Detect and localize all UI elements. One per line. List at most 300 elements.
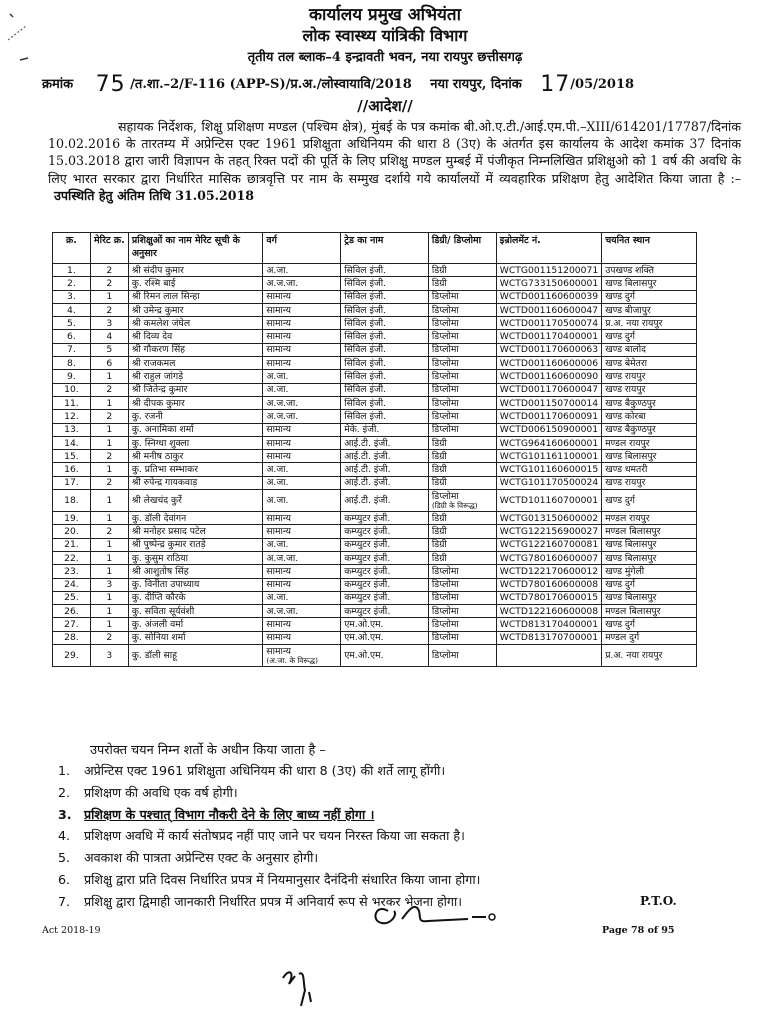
cell-category [263, 591, 341, 604]
table-row [53, 565, 697, 578]
cell-name-text: श्री गौकरण सिंह [131, 344, 186, 356]
cell-merit [90, 645, 128, 667]
cell-merit [90, 578, 128, 591]
cell-enrollment-text: WCTD001160600047 [499, 304, 599, 316]
cell-merit-text: 2 [106, 264, 113, 276]
cell-enrollment [496, 512, 601, 525]
cell-name-text: कु. विनीता उपाध्याय [131, 579, 200, 591]
cell-enrollment [496, 370, 601, 383]
cell-category [263, 330, 341, 343]
cell-serial-text: 20. [64, 525, 79, 537]
cell-category-text: सामान्य [266, 344, 291, 356]
cell-trade-text: आई.टी. इंजी. [344, 437, 391, 449]
cell-location [602, 396, 697, 409]
table-row [53, 490, 697, 512]
cell-trade [341, 463, 429, 476]
cell-merit-text: 1 [106, 371, 113, 383]
cell-name [128, 525, 263, 538]
cell-enrollment-text: WCTG101160600015 [499, 464, 599, 476]
cell-enrollment [496, 551, 601, 564]
cell-serial-text: 24. [64, 579, 79, 591]
cell-trade [341, 396, 429, 409]
cell-serial [53, 277, 91, 290]
cell-location-text: मण्डल रायपुर [605, 437, 650, 449]
cell-merit [90, 463, 128, 476]
table-row [53, 591, 697, 604]
cell-enrollment [496, 578, 601, 591]
cell-name-text: श्री मनोहर प्रसाद पटेल [131, 525, 206, 537]
condition-item [58, 760, 698, 782]
table-row [53, 303, 697, 316]
order-title: //आदेश// [357, 97, 413, 115]
cell-location-text: खण्ड दुर्ग [605, 579, 635, 591]
cell-qualification [428, 410, 496, 423]
cell-location [602, 490, 697, 512]
cell-serial [53, 343, 91, 356]
cell-qualification [428, 645, 496, 667]
cell-merit [90, 383, 128, 396]
trainee-table [52, 232, 697, 667]
cell-serial [53, 631, 91, 644]
cell-merit [90, 450, 128, 463]
cell-enrollment [496, 423, 601, 436]
cell-enrollment [496, 303, 601, 316]
cell-qualification [428, 264, 496, 277]
cell-enrollment-text: WCTD006150900001 [499, 424, 599, 436]
cell-trade-text: एम.ओ.एम. [344, 632, 384, 644]
cell-enrollment-text: WCTD780170600015 [499, 592, 599, 604]
footer-page-number: Page 78 of 95 [602, 925, 675, 936]
table-row [53, 370, 697, 383]
cell-enrollment-text: WCTD101160700001 [499, 495, 599, 507]
cell-category [263, 264, 341, 277]
cell-category-text: अ.ज.जा. [266, 410, 299, 422]
cell-name-text: कु. डॉली देवांगन [131, 512, 187, 524]
cell-name-text: कु. प्रतिभा सम्भाकर [131, 464, 198, 476]
cell-serial [53, 538, 91, 551]
cell-qualification-text: डिप्लोमा [431, 632, 459, 644]
cell-serial [53, 330, 91, 343]
cell-location-text: उपखण्ड शक्ति [605, 264, 654, 276]
cell-trade-text: सिविल इंजी. [344, 331, 387, 343]
condition-item [58, 825, 698, 847]
cell-merit [90, 264, 128, 277]
cell-serial-text: 2. [67, 277, 76, 289]
cell-merit [90, 410, 128, 423]
cell-category [263, 605, 341, 618]
cell-location [602, 290, 697, 303]
cell-name [128, 463, 263, 476]
cell-trade [341, 357, 429, 370]
cell-location [602, 525, 697, 538]
cell-qualification [428, 565, 496, 578]
cell-name-text: श्री लेखचंद कुर्रे [131, 495, 182, 507]
table-row [53, 423, 697, 436]
cell-category-text: अ.जा. [266, 477, 289, 489]
cell-trade [341, 631, 429, 644]
table-row [53, 450, 697, 463]
table-header-row [53, 233, 697, 264]
cell-category [263, 436, 341, 449]
table-row [53, 357, 697, 370]
ref-month-year: /05/2018 [570, 77, 635, 92]
cell-name-text: कु. रजनी [131, 410, 163, 422]
cell-qualification [428, 290, 496, 303]
cell-qualification-text: डिप्लोमा [431, 650, 459, 662]
cell-qualification-text: डिग्री [431, 552, 447, 564]
cell-merit-text: 2 [106, 525, 113, 537]
header-serial: क्र. [53, 233, 91, 264]
header-merit: मेरिट क्र. [90, 233, 128, 264]
cell-qualification [428, 383, 496, 396]
cell-merit [90, 290, 128, 303]
cell-qualification-text: डिप्लोमा [431, 579, 459, 591]
cell-name [128, 565, 263, 578]
cell-name [128, 303, 263, 316]
cell-enrollment-text: WCTD001150700014 [499, 397, 599, 409]
cell-location [602, 357, 697, 370]
cell-enrollment-text: WCTG122156900027 [499, 525, 599, 537]
cell-location-text: खण्ड दुर्ग [605, 291, 635, 303]
cell-merit [90, 277, 128, 290]
cell-enrollment [496, 357, 601, 370]
cell-trade [341, 277, 429, 290]
cell-serial-text: 17. [64, 477, 79, 489]
condition-text: अवकाश की पात्रता अप्रेन्टिस एक्ट के अनुसार होगी। [84, 850, 319, 866]
cell-serial [53, 370, 91, 383]
table-body [53, 264, 697, 667]
cell-serial-text: 22. [64, 552, 79, 564]
cell-name [128, 383, 263, 396]
cell-qualification-text: डिग्री [431, 437, 447, 449]
cell-qualification [428, 525, 496, 538]
cell-name [128, 423, 263, 436]
cell-location-text: प्र.अ. नया रायपुर [605, 650, 663, 662]
cell-trade-text: सिविल इंजी. [344, 410, 387, 422]
condition-text: प्रशिक्षण के पश्चात् विभाग नौकरी देने के लिए बाध्य नहीं होगा । [84, 806, 375, 822]
cell-name-text: श्री पुष्पेन्द्र कुमार रातड़े [131, 539, 206, 551]
cell-category-text: सामान्य [266, 565, 291, 577]
cell-merit [90, 330, 128, 343]
cell-qualification [428, 396, 496, 409]
cell-trade-text: सिविल इंजी. [344, 317, 387, 329]
cell-category-text: सामान्य [266, 317, 291, 329]
cell-location [602, 578, 697, 591]
cell-location-text: खण्ड रायपुर [605, 384, 646, 396]
cell-category-text: सामान्य [266, 525, 291, 537]
cell-location-text: मण्डल बिलासपुर [605, 605, 661, 617]
cell-location-text: खण्ड दुर्ग [605, 495, 635, 507]
header-name: प्रशिक्षुओं का नाम मेरिट सूची के अनुसार [128, 233, 263, 264]
cell-trade [341, 538, 429, 551]
cell-merit-text: 3 [106, 317, 113, 329]
cell-location-text: खण्ड बिलासपुर [605, 592, 657, 604]
cell-enrollment-text: WCTD001170600063 [499, 344, 599, 356]
cell-trade-text: सिविल इंजी. [344, 304, 387, 316]
cell-qualification [428, 476, 496, 489]
cell-name [128, 410, 263, 423]
cell-merit-text: 1 [106, 552, 113, 564]
cell-name-text: श्री दिव्य देव [131, 331, 173, 343]
cell-name-text: कु. सोनिया शर्मा [131, 632, 186, 644]
cell-location-text: मण्डल दुर्ग [605, 632, 640, 644]
table-row [53, 290, 697, 303]
cell-serial-text: 28. [64, 632, 79, 644]
cell-location-text: प्र.अ. नया रायपुर [605, 317, 663, 329]
cell-location-text: खण्ड रायपुर [605, 371, 646, 383]
cell-serial [53, 605, 91, 618]
cell-trade-text: आई.टी. इंजी. [344, 450, 391, 462]
cell-merit-text: 2 [106, 632, 113, 644]
header-qualification: डिग्री/ डिप्लोमा [428, 233, 496, 264]
cell-name-text: श्री राजकमल [131, 357, 176, 369]
cell-qualification-text: डिप्लोमा [431, 619, 459, 631]
cell-name-text: श्री रुपेन्द्र गायकवाड़ [131, 477, 198, 489]
cell-enrollment-text: WCTG964160600001 [499, 437, 599, 449]
cell-category-text: अ.ज.जा. [266, 605, 299, 617]
condition-text: प्रशिक्षु द्वारा द्विमाही जानकारी निर्धारित प्रपत्र में अनिवार्य रूप से भरकर भेजना होगा। [84, 893, 463, 909]
cell-trade [341, 490, 429, 512]
cell-category-text: सामान्य [266, 437, 291, 449]
cell-qualification-text: डिप्लोमा [431, 357, 459, 369]
cell-serial [53, 476, 91, 489]
condition-number: 4. [58, 828, 71, 844]
cell-serial-text: 14. [64, 437, 79, 449]
cell-qualification-text: डिप्लोमा [431, 371, 459, 383]
ref-code: /त.शा.–2/F-116 (APP-S)/प्र.अ./लोस्वायावि/2018 [130, 77, 412, 92]
cell-location-text: खण्ड बैकुण्ठपुर [605, 424, 656, 436]
handwritten-initials-icon [275, 962, 335, 1012]
cell-trade-text: आई.टी. इंजी. [344, 495, 391, 507]
cell-merit [90, 618, 128, 631]
cell-name-text: श्री रिमन लाल सिन्हा [131, 291, 200, 303]
cell-merit [90, 512, 128, 525]
cell-name-text: श्री जितेन्द्र कुमार [131, 384, 188, 396]
cell-category [263, 370, 341, 383]
cell-serial-text: 16. [64, 464, 79, 476]
cell-name-text: श्री मनीष ठाकुर [131, 450, 184, 462]
cell-enrollment-text: WCTG101161100001 [499, 450, 599, 462]
cell-category [263, 618, 341, 631]
cell-category [263, 512, 341, 525]
cell-trade [341, 645, 429, 667]
condition-text: अप्रेन्टिस एक्ट 1961 प्रशिक्षुता अधिनियम की धारा 8 (3ए) की शर्ते लागू होंगी। [84, 763, 446, 778]
cell-serial [53, 578, 91, 591]
cell-location [602, 317, 697, 330]
cell-merit-text: 2 [106, 304, 113, 316]
cell-category-text: सामान्य [266, 632, 291, 644]
cell-location [602, 410, 697, 423]
cell-serial [53, 317, 91, 330]
cell-enrollment [496, 436, 601, 449]
cell-merit-text: 2 [106, 450, 113, 462]
cell-merit [90, 565, 128, 578]
cell-trade-text: एम.ओ.एम. [344, 650, 384, 662]
cell-merit [90, 490, 128, 512]
cell-category [263, 463, 341, 476]
cell-serial-text: 4. [67, 304, 76, 316]
place-date-label: नया रायपुर, दिनांक [430, 77, 522, 92]
cell-category [263, 490, 341, 512]
cell-category [263, 343, 341, 356]
cell-serial [53, 512, 91, 525]
cell-merit-text: 1 [106, 592, 113, 604]
condition-text: प्रशिक्षण की अवधि एक वर्ष होगी। [84, 784, 238, 800]
cell-trade [341, 303, 429, 316]
condition-number: 7. [58, 893, 71, 909]
cell-merit-text: 1 [106, 539, 113, 551]
cell-trade-text: कम्प्युटर इंजी. [344, 565, 391, 577]
cell-name [128, 277, 263, 290]
cell-location [602, 423, 697, 436]
cell-name [128, 591, 263, 604]
cell-merit [90, 396, 128, 409]
cell-merit-text: 4 [106, 331, 113, 343]
office-address: तृतीय तल ब्लाक–4 इन्द्रावती भवन, नया रायपुर छत्तीसगढ़ [247, 50, 523, 65]
cell-trade-text: सिविल इंजी. [344, 357, 387, 369]
cell-location [602, 512, 697, 525]
cell-name [128, 317, 263, 330]
cell-category-text: सामान्य [266, 450, 291, 462]
cell-name [128, 538, 263, 551]
cell-enrollment [496, 317, 601, 330]
cell-serial [53, 450, 91, 463]
cell-serial [53, 436, 91, 449]
cell-category-text: अ.ज.जा. [266, 397, 299, 409]
cell-qualification [428, 512, 496, 525]
cell-location-text: खण्ड बेमेतरा [605, 357, 648, 369]
cell-enrollment [496, 343, 601, 356]
cell-name-text: श्री उमेन्द्र कुमार [131, 304, 184, 316]
cell-serial-text: 7. [67, 344, 76, 356]
cell-location [602, 303, 697, 316]
cell-qualification [428, 303, 496, 316]
cell-location [602, 631, 697, 644]
cell-merit [90, 551, 128, 564]
cell-name [128, 357, 263, 370]
cell-enrollment-text: WCTD122170600012 [499, 565, 599, 577]
cell-trade [341, 343, 429, 356]
cell-location-text: खण्ड बालोद [605, 344, 647, 356]
table-row [53, 330, 697, 343]
cell-trade-text: सिविल इंजी. [344, 264, 387, 276]
cell-trade [341, 290, 429, 303]
cell-name-text: कु. स्निग्धा शुक्ला [131, 437, 190, 449]
cell-qualification [428, 490, 496, 512]
cell-category-text: अ.जा. [266, 592, 289, 604]
cell-merit-text: 1 [106, 424, 113, 436]
cell-enrollment-text: WCTG101170500024 [499, 477, 599, 489]
cell-enrollment [496, 565, 601, 578]
cell-name [128, 645, 263, 667]
condition-item [58, 804, 698, 826]
cell-qualification-text: डिग्री [431, 539, 447, 551]
cell-category [263, 290, 341, 303]
cell-qualification-text: डिप्लोमा [431, 592, 459, 604]
table-row [53, 605, 697, 618]
cell-enrollment-text: WCTD122160600008 [499, 605, 599, 617]
cell-location [602, 538, 697, 551]
cell-name [128, 578, 263, 591]
cell-merit [90, 631, 128, 644]
cell-trade-text: कम्प्युटर इंजी. [344, 579, 391, 591]
cell-trade [341, 370, 429, 383]
condition-text: प्रशिक्षु द्वारा प्रति दिवस निर्धारित प्रपत्र में नियमानुसार दैनंदिनी संधारित किया जाना होगा। [84, 871, 481, 887]
cell-name-text: श्री आशुतोष सिंह [131, 565, 189, 577]
cell-name [128, 343, 263, 356]
cell-serial-text: 6. [67, 331, 76, 343]
cell-trade [341, 410, 429, 423]
cell-qualification [428, 551, 496, 564]
cell-location-text: खण्ड दुर्ग [605, 331, 635, 343]
cell-location [602, 370, 697, 383]
cell-serial [53, 551, 91, 564]
cell-name-text: कु. कुसुम राठिया [131, 552, 188, 564]
cell-merit-text: 1 [106, 619, 113, 631]
cell-category [263, 538, 341, 551]
cell-enrollment-text: WCTD001160600090 [499, 371, 599, 383]
cell-location [602, 591, 697, 604]
cell-qualification-text: डिप्लोमा [431, 331, 459, 343]
cell-serial [53, 463, 91, 476]
cell-trade-text: कम्प्युटर इंजी. [344, 592, 391, 604]
cell-trade [341, 512, 429, 525]
cell-name [128, 370, 263, 383]
cell-enrollment [496, 383, 601, 396]
cell-location [602, 645, 697, 667]
handwritten-signature-icon [368, 893, 528, 933]
table-row [53, 578, 697, 591]
cell-enrollment [496, 645, 601, 667]
cell-location [602, 605, 697, 618]
cell-qualification [428, 631, 496, 644]
cell-serial [53, 290, 91, 303]
cell-trade [341, 591, 429, 604]
cell-location [602, 476, 697, 489]
cell-name-text: कु. अंजली वर्मा [131, 619, 184, 631]
cell-trade-text: कम्प्युटर इंजी. [344, 552, 391, 564]
cell-name [128, 264, 263, 277]
cell-trade [341, 578, 429, 591]
cell-trade-text: सिविल इंजी. [344, 397, 387, 409]
cell-trade-text: सिविल इंजी. [344, 371, 387, 383]
cell-serial-text: 13. [64, 424, 79, 436]
cell-trade [341, 476, 429, 489]
cell-trade [341, 330, 429, 343]
cell-enrollment [496, 463, 601, 476]
cell-enrollment [496, 264, 601, 277]
cell-category [263, 383, 341, 396]
cell-qualification [428, 591, 496, 604]
cell-category-text: सामान्य [266, 424, 291, 436]
cell-merit-text: 1 [106, 291, 113, 303]
cell-serial-text: 3. [67, 291, 76, 303]
cell-enrollment [496, 631, 601, 644]
cell-trade [341, 618, 429, 631]
cell-enrollment-text: WCTD813170700001 [499, 632, 599, 644]
cell-category-text: सामान्य [266, 357, 291, 369]
cell-trade-text: कम्प्युटर इंजी. [344, 605, 391, 617]
cell-name-text: श्री संदीप कुमार [131, 264, 184, 276]
cell-serial-text: 1. [67, 264, 76, 276]
cell-name-text: कु. अनामिका शर्मा [131, 424, 194, 436]
cell-name [128, 436, 263, 449]
cell-category [263, 396, 341, 409]
cell-trade-text: मेके. इंजी. [344, 424, 380, 436]
table-row [53, 463, 697, 476]
table-row [53, 538, 697, 551]
cell-category [263, 476, 341, 489]
